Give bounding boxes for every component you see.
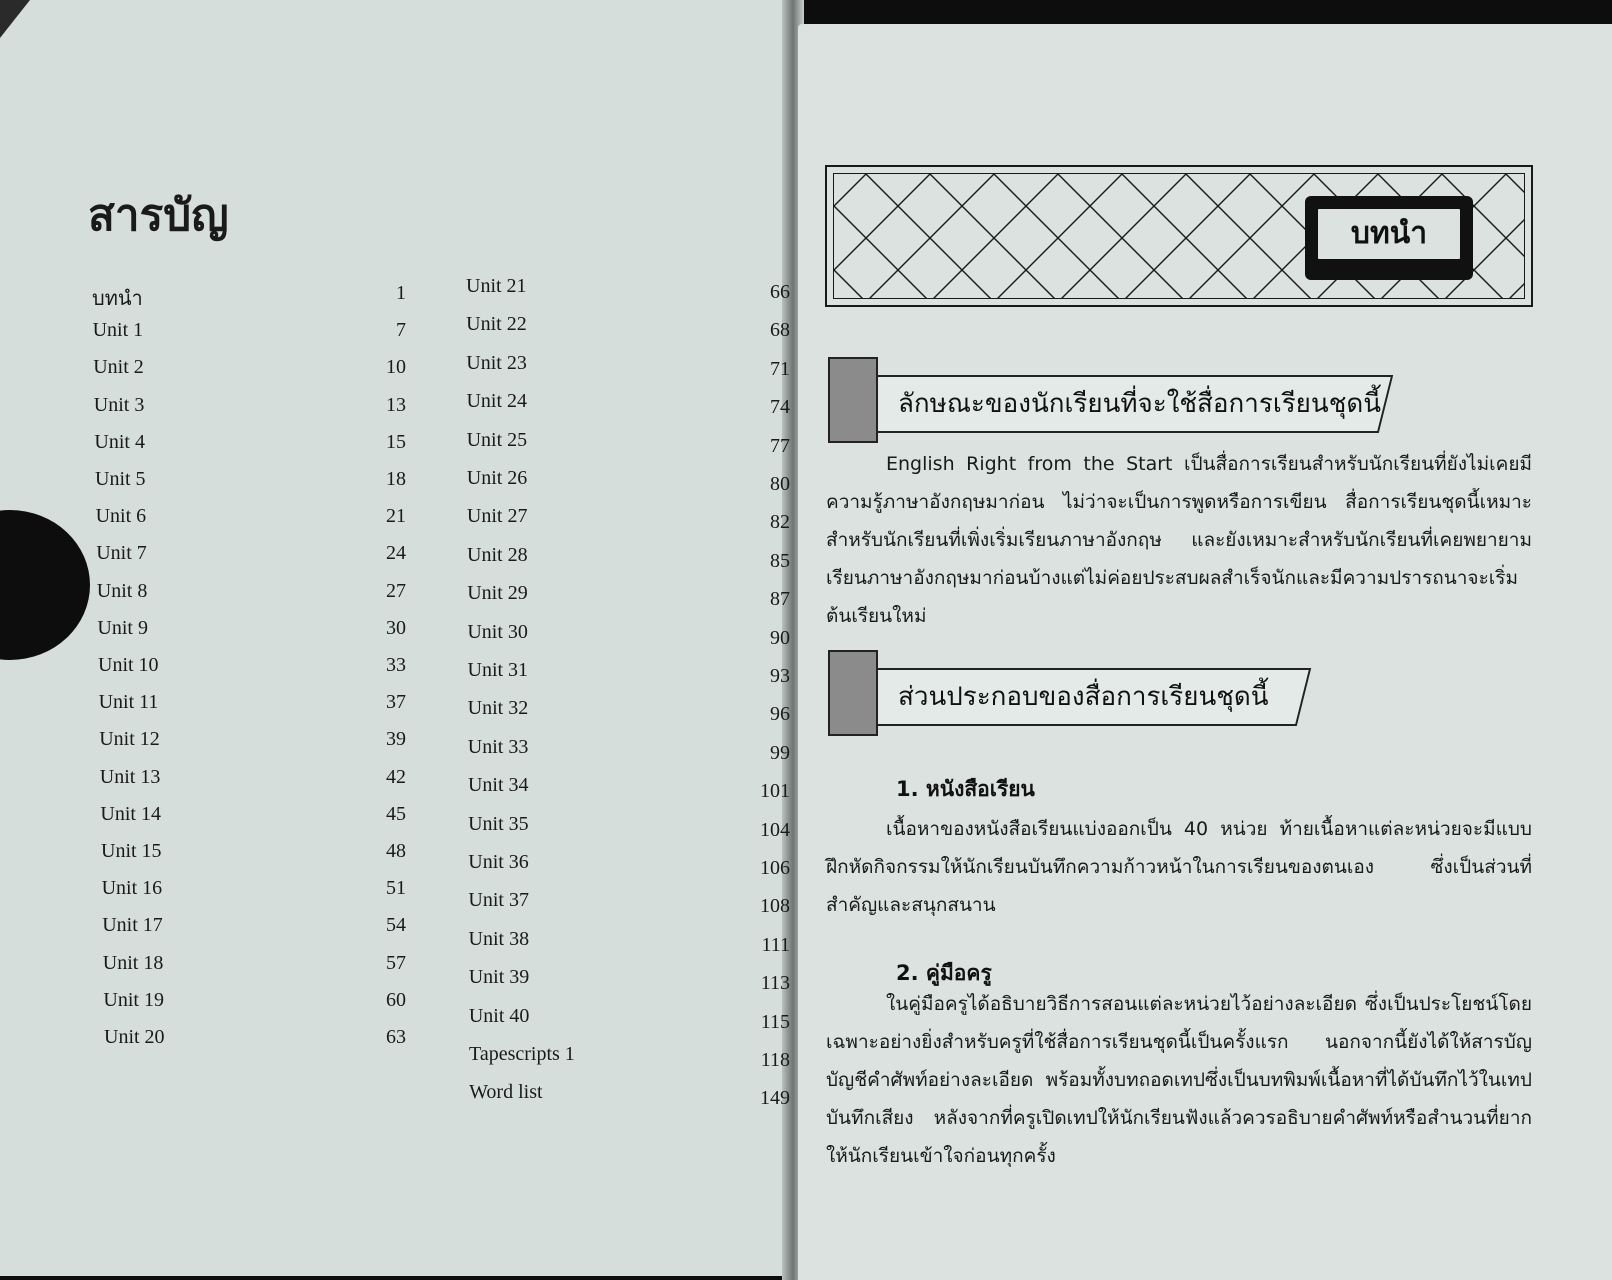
item2-body: ในคู่มือครูได้อธิบายวิธีการสอนแต่ละหน่วยไว้อย่างละเอียด ซึ่งเป็นประโยชน์โดยเฉพาะอย่างยิ่งสำหรับครูที่ใช้สื่อการเรียนชุดนี้เป็นครั้งแรก นอกจากนี้ยังได้ให้สารบัญบัญชีคำศัพท์อย่างละเอียด พร้อมทั้งบทถอดเทปซึ่งเป็นบทพิมพ์เนื้อหาที่ได้บันทึกไว้ในเทปบันทึกเสียง หลังจากที่ครูเปิดเทปให้นักเรียนฟังแล้วควรอธิบายคำศัพท์หรือสำนวนที่ยากให้นักเรียนเข้าใจก่อนทุกครั้ง <box>826 993 1532 1167</box>
lattice-line <box>834 174 930 299</box>
toc-entry-page-number: 99 <box>770 741 790 764</box>
toc-entry-label: Unit 19 <box>103 988 164 1011</box>
toc-entry-label: Unit 25 <box>466 428 528 451</box>
toc-entry-label: Unit 30 <box>467 620 528 643</box>
toc-entry-label: Unit 38 <box>468 927 530 950</box>
toc-entry-label: Unit 27 <box>466 505 528 528</box>
toc-entry-page-number: 77 <box>770 434 790 457</box>
toc-entry-label: Unit 26 <box>466 467 528 489</box>
toc-entry-page-number: 82 <box>770 511 790 534</box>
toc-entry-page-number: 54 <box>386 914 406 937</box>
toc-entry-page-number: 111 <box>761 933 790 956</box>
toc-entry-page-number: 68 <box>770 319 790 342</box>
toc-entry-label: Unit 14 <box>100 802 161 825</box>
toc-entry-label: Unit 39 <box>468 966 530 989</box>
toc-entry-page-number: 118 <box>760 1049 790 1071</box>
toc-entry-label: Unit 1 <box>92 319 144 342</box>
toc-entry-label: Unit 10 <box>98 654 159 676</box>
banner-label-text: บทนำ <box>1315 206 1463 262</box>
toc-entry-page-number: 42 <box>386 765 406 788</box>
toc-entry-label: Word list <box>469 1081 543 1104</box>
item2-title: 2. คู่มือครู <box>896 961 992 985</box>
toc-title: สารบัญ <box>88 190 229 241</box>
toc-entry-page-number: 60 <box>386 988 406 1011</box>
toc-entry-page-number: 1 <box>396 282 406 304</box>
toc-entry-page-number: 10 <box>386 356 406 379</box>
toc-entry-page-number: 104 <box>760 818 790 841</box>
item1-body: เนื้อหาของหนังสือเรียนแบ่งออกเป็น 40 หน่วย ท้ายเนื้อหาแต่ละหน่วยจะมีแบบฝึกหัดกิจกรรมให้นักเรียนบันทึกความก้าวหน้าในการเรียนของตนเอง ซึ่งเป็นส่วนที่สำคัญและสนุกสนาน <box>826 818 1532 916</box>
toc-entry-label: Unit 18 <box>102 951 164 974</box>
section1-body: English Right from the Start เป็นสื่อการเรียนสำหรับนักเรียนที่ยังไม่เคยมีความรู้ภาษาอังกฤษมาก่อน ไม่ว่าจะเป็นการพูดหรือการเขียน สื่อการเรียนชุดนี้เหมาะสำหรับนักเรียนที่เพิ่งเริ่มเรียนภาษาอังกฤษ และยังเหมาะสำหรับนักเรียนที่เคยพยายามเรียนภาษาอังกฤษมาก่อนบ้างแต่ไม่ค่อยประสบผลสำเร็จนักและมีความปรารถนาจะเริ่มต้นเรียนใหม่ <box>826 453 1532 627</box>
item1-title: 1. หนังสือเรียน <box>896 777 1035 801</box>
lattice-line <box>1506 174 1525 299</box>
toc-entry-page-number: 57 <box>386 951 406 974</box>
toc-entry-page-number: 101 <box>760 780 790 803</box>
section-heading-block <box>828 357 878 443</box>
toc-entry-label: Unit 24 <box>466 390 527 413</box>
toc-entry-label: Unit 2 <box>93 356 144 379</box>
lattice-line <box>1506 174 1525 299</box>
toc-entry-label: Unit 28 <box>467 543 528 566</box>
toc-entry-label: Unit 17 <box>102 914 163 937</box>
toc-entry-label: Unit 13 <box>99 765 161 788</box>
toc-entry-label: Unit 15 <box>101 840 162 862</box>
toc-entry-page-number: 33 <box>386 654 406 676</box>
toc-entry-page-number: 80 <box>770 473 790 495</box>
toc-entry-page-number: 45 <box>386 802 406 825</box>
toc-entry-label: Unit 29 <box>467 582 528 605</box>
toc-entry-label: Unit 32 <box>467 697 529 720</box>
toc-entry-page-number: 106 <box>760 857 790 879</box>
toc-entry-page-number: 93 <box>770 665 790 687</box>
toc-entry-label: Unit 6 <box>95 505 147 528</box>
toc-entry-page-number: 15 <box>386 430 406 453</box>
toc-entry-page-number: 21 <box>386 505 406 528</box>
toc-entry-page-number: 87 <box>770 588 790 611</box>
toc-entry-page-number: 85 <box>770 549 790 572</box>
toc-entry-label: Unit 8 <box>96 579 148 602</box>
section-heading-block <box>828 650 878 736</box>
toc-entry-page-number: 24 <box>386 542 406 565</box>
toc-entry-label: Unit 21 <box>466 275 527 297</box>
toc-entry-label: Unit 16 <box>101 877 163 900</box>
toc-entry-page-number: 74 <box>770 396 790 419</box>
toc-entry-page-number: 71 <box>770 357 790 380</box>
lattice-line <box>834 174 866 299</box>
toc-entry-page-number: 7 <box>396 319 406 342</box>
toc-entry-page-number: 66 <box>770 281 790 303</box>
toc-entry-page-number: 63 <box>386 1026 406 1048</box>
toc-entry-label: Unit 4 <box>94 430 145 453</box>
open-book-icon <box>1305 196 1473 280</box>
toc-entry-label: Unit 20 <box>104 1026 165 1048</box>
toc-entry-page-number: 30 <box>386 616 406 639</box>
toc-entry-page-number: 27 <box>386 579 406 602</box>
toc-entry-label: Unit 5 <box>95 468 146 490</box>
toc-entry-label: Unit 3 <box>93 393 145 416</box>
toc-entry-label: Tapescripts 1 <box>469 1043 575 1065</box>
toc-entry-label: Unit 12 <box>99 728 160 751</box>
toc-entry-label: Unit 9 <box>97 616 148 639</box>
toc-entry-page-number: 113 <box>760 972 790 995</box>
toc-entry-page-number: 51 <box>386 877 406 900</box>
toc-entry-label: Unit 23 <box>466 351 527 374</box>
toc-entry-label: Unit 31 <box>467 659 529 681</box>
toc-entry-label: Unit 37 <box>468 889 529 912</box>
toc-entry-page-number: 48 <box>386 840 406 862</box>
toc-entry-page-number: 39 <box>386 728 406 751</box>
lattice-line <box>834 174 930 299</box>
toc-entry-label: Unit 7 <box>96 542 147 565</box>
toc-entry-label: Unit 22 <box>466 313 527 336</box>
toc-entry-label: Unit 34 <box>467 774 529 797</box>
toc-entry-page-number: 115 <box>760 1010 790 1033</box>
toc-entry-label: Unit 35 <box>468 812 529 835</box>
page-corner-fold <box>0 0 30 38</box>
toc-entry-label: Unit 11 <box>98 691 159 714</box>
toc-entry-page-number: 37 <box>386 691 406 714</box>
toc-entry-page-number: 108 <box>760 895 790 918</box>
toc-entry-page-number: 149 <box>760 1087 790 1110</box>
toc-entry-page-number: 90 <box>770 626 790 649</box>
toc-entry-label: Unit 33 <box>467 735 529 758</box>
section-heading-text: ส่วนประกอบของสื่อการเรียนชุดนี้ <box>898 682 1269 712</box>
toc-entry-page-number: 18 <box>386 468 406 490</box>
toc-entry-label: Unit 36 <box>468 851 529 873</box>
section-heading-text: ลักษณะของนักเรียนที่จะใช้สื่อการเรียนชุดนี้ <box>898 389 1381 419</box>
toc-entry-label: Unit 40 <box>468 1004 530 1027</box>
toc-entry-label: บทนำ <box>92 288 143 310</box>
toc-entry-page-number: 13 <box>386 393 406 416</box>
lattice-line <box>834 174 866 299</box>
toc-entry-page-number: 96 <box>770 703 790 726</box>
